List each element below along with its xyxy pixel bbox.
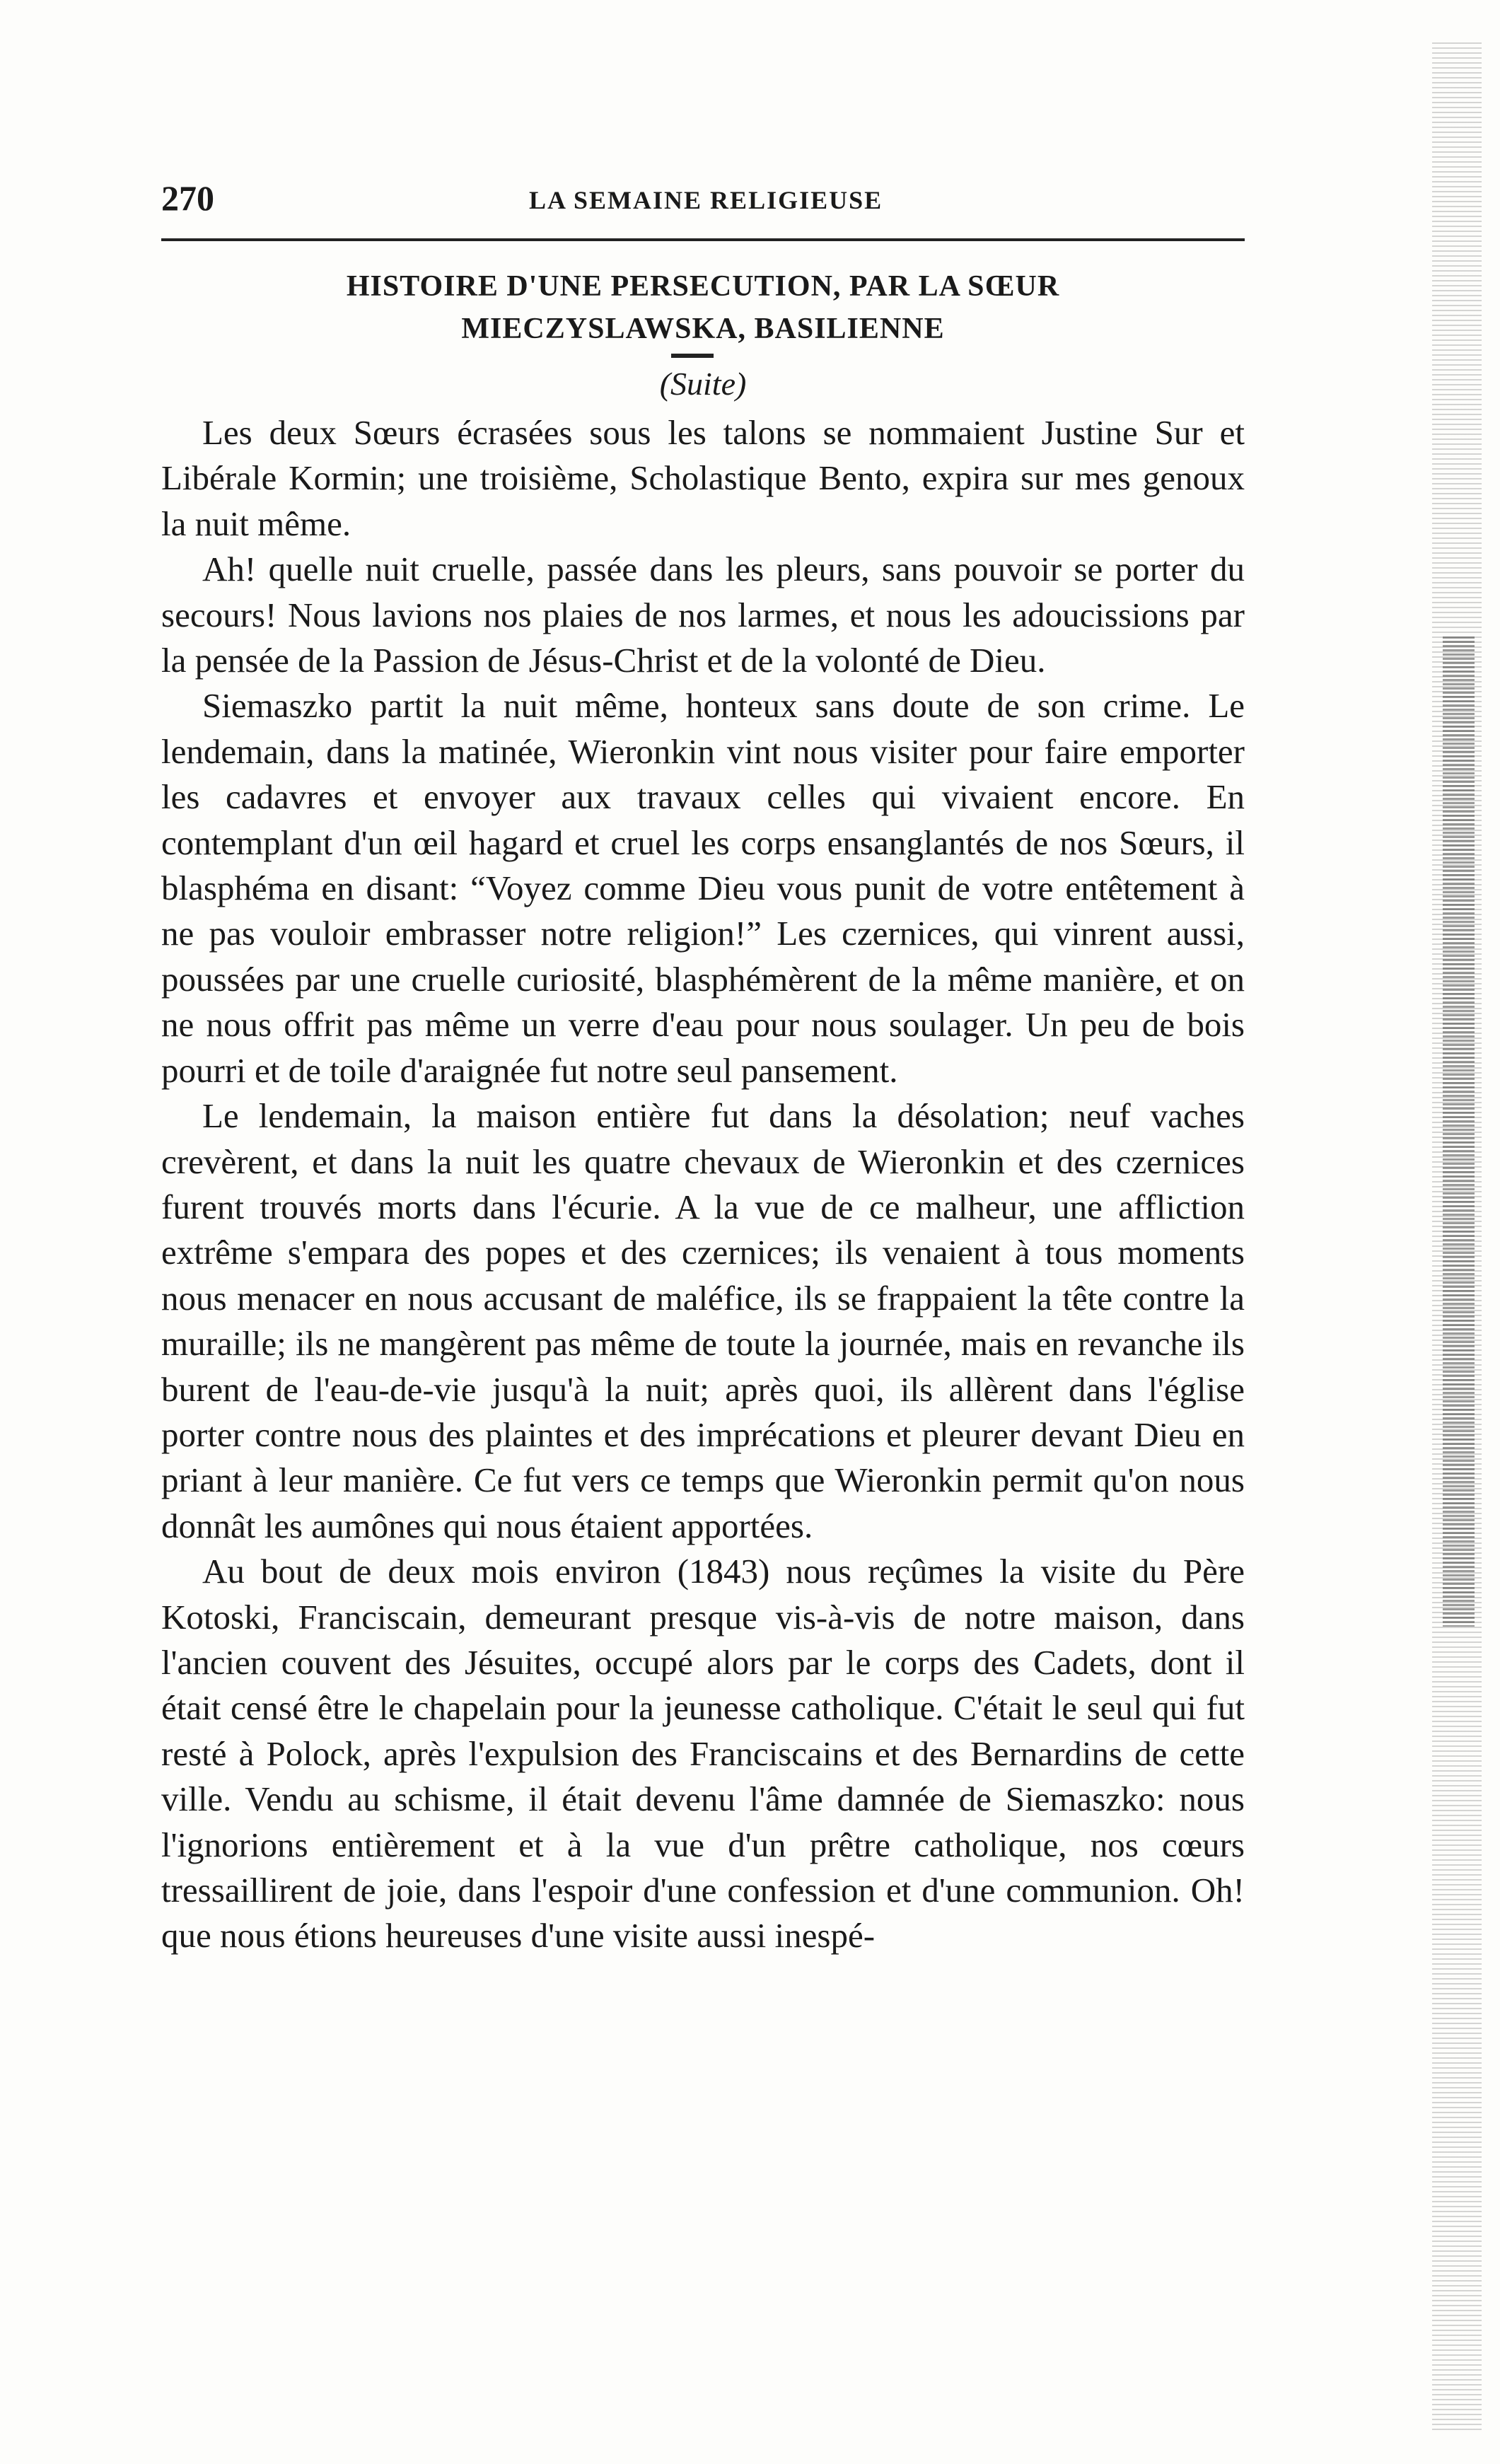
paragraph-1: Les deux Sœurs écrasées sous les talons se nommaient Justine Sur et Libérale Kormin; une troisième, Scholastique Bento, expira sur mes genoux la nuit même. [161, 413, 1245, 543]
paragraph-5: Au bout de deux mois environ (1843) nous reçûmes la visite du Père Kotoski, Franciscain, demeurant presque vis-à-vis de notre maison, dans l'ancien couvent des Jésuites, occupé alors par le corps des Cadets, dont il était censé être le chapelain pour la jeunesse catholique. C'était le seul qui fut resté à Polock, après l'expulsion des Franciscains et des Bernardins de cette ville. Vendu au schisme, il était devenu l'âme damnée de Siemaszko: nous l'ignorions entièrement et à la vue d'un prêtre catholique, nos cœurs tressaillirent de joie, dans l'espoir d'une confession et d'une communion. Oh! que nous étions heureuses d'une visite aussi inespé- [161, 1552, 1245, 1955]
article-title-line-1: HISTOIRE D'UNE PERSECUTION, PAR LA SŒUR [346, 270, 1060, 303]
article-title [161, 265, 1245, 350]
continuation-marker: (Suite) [659, 366, 747, 402]
page-number: 270 [161, 178, 214, 218]
body-text [161, 410, 1245, 1959]
paragraph-2: Ah! quelle nuit cruelle, passée dans les pleurs, sans pouvoir se porter du secours! Nous lavions nos plaies de nos larmes, et nous les adoucissions par la pensée de la Passion de Jésus-Christ et de la volonté de Dieu. [161, 550, 1245, 680]
title-separator [671, 354, 714, 358]
paragraph-4: Le lendemain, la maison entière fut dans la désolation; neuf vaches crevèrent, et dans la nuit les quatre chevaux de Wieronkin et des czernices furent trouvés morts dans l'écurie. A la vue de ce malheur, une affliction extrême s'empara des popes et des czernices; ils venaient à tous moments nous menacer en nous accusant de maléfice, ils se frappaient la tête contre la muraille; ils ne mangèrent pas même de toute la journée, mais en revanche ils burent de l'eau-de-vie jusqu'à la nuit; après quoi, ils allèrent dans l'église porter contre nous des plaintes et des imprécations et pleurer devant Dieu en priant à leur manière. Ce fut vers ce temps que Wieronkin permit qu'on nous donnât les aumônes qui nous étaient apportées. [161, 1096, 1245, 1545]
paragraph-3: Siemaszko partit la nuit même, honteux sans doute de son crime. Le lendemain, dans la matinée, Wieronkin vint nous visiter pour faire emporter les cadavres et envoyer aux travaux celles qui vivaient encore. En contemplant d'un œil hagard et cruel les corps ensanglantés de nos Sœurs, il blasphéma en disant: “Voyez comme Dieu vous punit de votre entêtement à ne pas vouloir embrasser notre religion!” Les czernices, qui vinrent aussi, poussées par une cruelle curiosité, blasphémèrent de la même manière, et on ne nous offrit pas même un verre d'eau pour nous soulager. Un peu de bois pourri et de toile d'araignée fut notre seul pansement. [161, 686, 1245, 1090]
running-title: LA SEMAINE RELIGIEUSE [529, 186, 883, 214]
article-title-line-2: MIECZYSLAWSKA, BASILIENNE [461, 313, 945, 345]
running-head [161, 177, 1245, 226]
header-rule [161, 238, 1245, 241]
scan-edge-artifact-dark [1443, 637, 1475, 1627]
